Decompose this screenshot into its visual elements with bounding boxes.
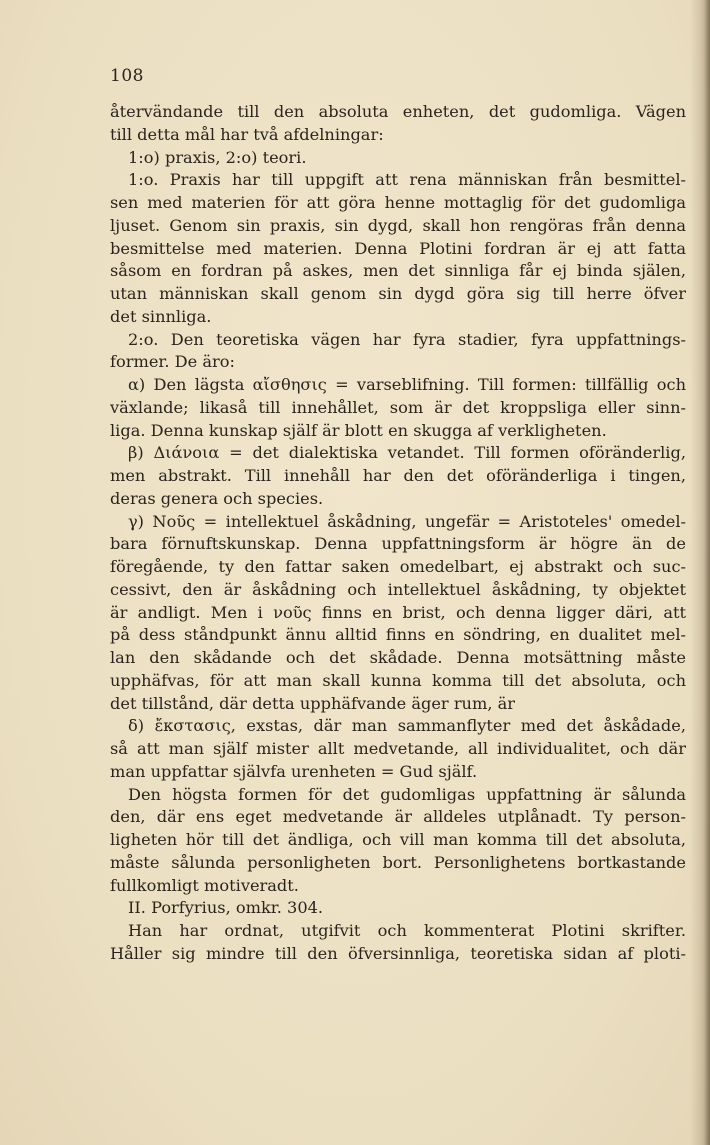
text-line: β) Διάνοια = det dialektiska vetandet. Till formen oföränderlig, xyxy=(128,443,686,463)
text-line: liga. Denna kunskap själf är blott en skugga af verkligheten. xyxy=(110,420,607,440)
text-line: växlande; likaså till innehållet, som är det kroppsliga eller sinn- xyxy=(110,397,686,417)
text-line: måste sålunda personligheten bort. Personlighetens bortkastande xyxy=(110,852,686,872)
text-line: lan den skådande och det skådade. Denna motsättning måste xyxy=(110,648,686,667)
text-line: men abstrakt. Till innehåll har den det oföränderliga i tingen, xyxy=(110,466,686,485)
text-line: besmittelse med materien. Denna Plotini fordran är ej att fatta xyxy=(110,238,686,258)
page-number: 108 xyxy=(110,66,144,86)
text-line: δ) ἔκστασις, exstas, där man sammanflyter med det åskådade, xyxy=(128,716,686,736)
text-line: II. Porfyrius, omkr. 304. xyxy=(128,898,324,918)
text-line: Den högsta formen för det gudomligas uppfattning är sålunda xyxy=(128,784,686,804)
text-line: det sinnliga. xyxy=(110,306,212,326)
text-line: sen med materien för att göra henne mottaglig för det gudomliga xyxy=(110,193,686,212)
text-line: upphäfvas, för att man skall kunna komma till det absoluta, och xyxy=(110,670,686,690)
text-line: 1:o) praxis, 2:o) teori. xyxy=(128,147,307,167)
text-line: α) Den lägsta αἴσθησις = varseblifning. Till formen: tillfällig och xyxy=(128,375,686,394)
text-line: man uppfattar självfa urenheten = Gud själf. xyxy=(110,761,478,781)
page-edge-shadow xyxy=(704,0,710,1145)
text-line: återvändande till den absoluta enheten, det gudomliga. Vägen xyxy=(110,102,686,121)
text-line: 2:o. Den teoretiska vägen har fyra stadier, fyra uppfattnings- xyxy=(128,329,686,349)
text-line: den, där ens eget medvetande är alldeles utplånadt. Ty person- xyxy=(110,807,686,827)
body-text xyxy=(110,101,686,966)
text-line: γ) Νοῦς = intellektuel åskådning, ungefär = Aristoteles' omedel- xyxy=(128,511,686,531)
text-line: såsom en fordran på askes, men det sinnliga får ej binda själen, xyxy=(110,261,686,281)
text-line: Håller sig mindre till den öfversinnliga, teoretiska sidan af ploti- xyxy=(110,943,686,963)
text-line: Han har ordnat, utgifvit och kommenterat Plotini skrifter. xyxy=(128,921,686,940)
text-line: ljuset. Genom sin praxis, sin dygd, skall hon rengöras från denna xyxy=(110,215,686,235)
text-line: utan människan skall genom sin dygd göra sig till herre öfver xyxy=(110,284,686,303)
text-line: är andligt. Men i νοῦς finns en brist, och denna ligger däri, att xyxy=(110,602,686,622)
text-line: på dess ståndpunkt ännu alltid finns en söndring, en dualitet mel- xyxy=(110,625,686,645)
text-line: cessivt, den är åskådning och intellektuel åskådning, ty objektet xyxy=(110,579,686,599)
text-line: bara förnuftskunskap. Denna uppfattningsform är högre än de xyxy=(110,534,686,554)
text-line: det tillstånd, där detta upphäfvande äger rum, är xyxy=(110,693,516,713)
text-line: fullkomligt motiveradt. xyxy=(110,875,299,895)
text-line: deras genera och species. xyxy=(110,488,324,508)
text-line: så att man själf mister allt medvetande, all individualitet, och där xyxy=(110,739,686,758)
text-line: former. De äro: xyxy=(110,352,235,372)
text-line: föregående, ty den fattar saken omedelbart, ej abstrakt och suc- xyxy=(110,557,686,576)
text-line: 1:o. Praxis har till uppgift att rena människan från besmittel- xyxy=(128,170,686,190)
text-line: ligheten hör till det ändliga, och vill man komma till det absoluta, xyxy=(110,830,686,849)
text-line: till detta mål har två afdelningar: xyxy=(110,124,384,144)
